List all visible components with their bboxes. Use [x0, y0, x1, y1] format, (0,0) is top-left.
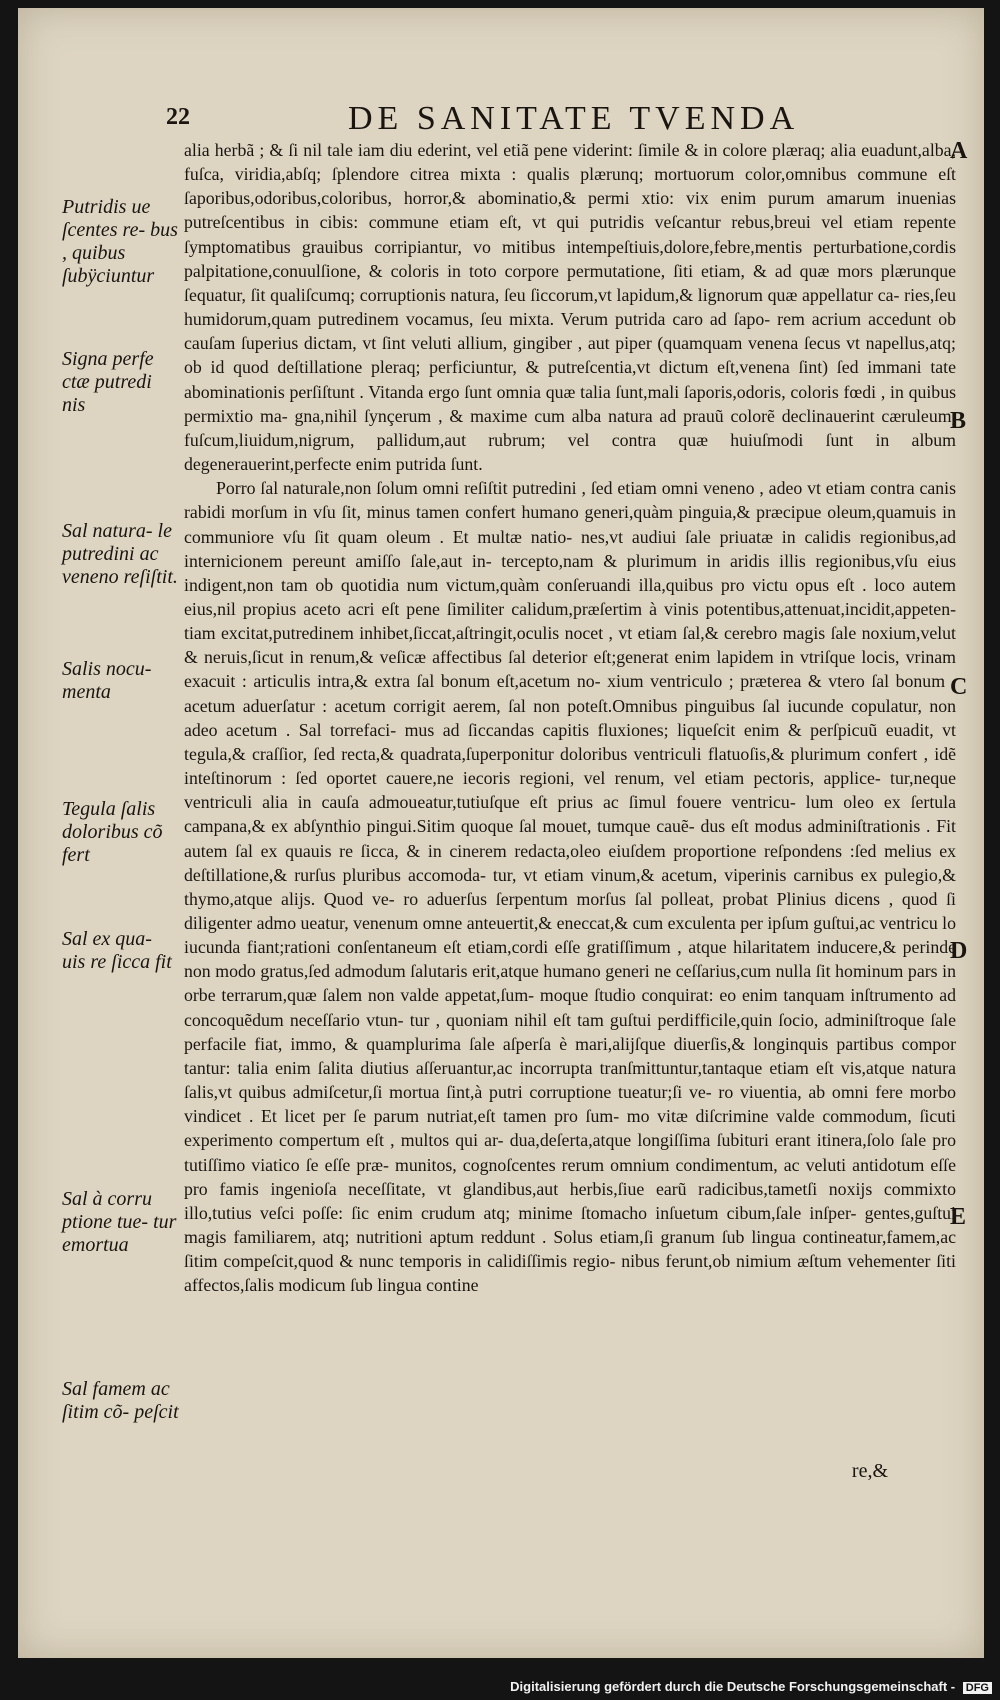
margin-note-tegula: Tegula ſalis doloribus cõ fert — [62, 798, 163, 866]
margin-note-putridis: Putridis ue ſcentes re- bus , quibus ſubÿciuntur — [62, 196, 178, 287]
footer-text: Digitalisierung gefördert durch die Deutsche Forschungsgemeinschaft - — [510, 1679, 956, 1694]
margin-note-sal-naturale: Sal natura- le putredini ac veneno reſiſtit. — [62, 520, 178, 588]
catchword: re,& — [851, 1460, 888, 1482]
section-letter-d: D — [950, 938, 968, 964]
page-header — [18, 100, 984, 140]
margin-note-sal-corruptione: Sal à corru ptione tue- tur emortua — [62, 1188, 177, 1256]
section-letter-b: B — [950, 408, 967, 434]
running-title: DE SANITATE TVENDA — [348, 100, 800, 137]
paragraph: alia herbã ; & ſi nil tale iam diu ederint, vel etiã pene viderint: ſimile & in colore plæraq; alia euadunt,alba, fuſca, viridia,abſq; ſplendore citrea mixta : qualis plærunq; mortuorum color,omnibus commune eſt ſaporibus,odoribus,coloribus, horror,& abominatio,& permi xtio: vix enim purum amarum inuenias putreſcentibus in cibis: commune etiam eſt, vt qui putridis veſcantur rebus,breui vel etiam repente ſymptomatibus grauibus corripiantur, vo mitibus intempeſtiuis,dolore,febre,mentis perturbatione,cordis palpitatione,conuulſione, & coloris in toto corpore permutatione, ſiti etiam, & ad quæ mors plærunque ſequatur, ſit qualiſcumq; corruptionis natura, ſeu ſiccorum,vt lapidum,& lignorum quæ appellatur ca- ries,ſeu humidorum,quam putredinem vocamus, ſeu mixta. Verum putrida caro ad ſapo- rem acrium accedunt ob cauſam ſuperius dictam, vt ſint veluti allium, gingiber , aut piper (quamquam venena ſecus vt napellus,atq; ob id quod deſtillatione pleraq; perficiuntur, & putreſcentia,vt dictum eſt,venena ſint) ſed immani tate abominationis perſiſtunt . Vitanda ergo ſunt omnia quæ talia ſunt,mali ſaporis,odoris, coloris fœdi , in quibus permixtio ma- gna,nihil ſynçerum , & maxime cum alba natura ad prauũ colorẽ declinauerint cæruleum, fuſcum,liuidum,nigrum, pallidum,aut rubrum; vel contra quæ huiuſmodi ſunt in album degenerauerint,perfecte enim putrida ſunt. — [184, 140, 956, 475]
margin-note-sal-famem: Sal famem ac ſitim cõ- peſcit — [62, 1378, 179, 1423]
page-number: 22 — [166, 104, 190, 130]
body-text — [184, 138, 956, 1298]
margin-note-signa: Signa perfe ctæ putredi nis — [62, 348, 154, 416]
margin-note-salis-nocumenta: Salis nocu- menta — [62, 658, 152, 703]
section-letter-e: E — [950, 1204, 967, 1230]
margin-note-sal-ex-re-sicca: Sal ex qua- uis re ſicca fit — [62, 928, 172, 973]
dfg-logo: DFG — [963, 1682, 992, 1694]
section-letter-c: C — [950, 674, 968, 700]
paragraph: Porro ſal naturale,non ſolum omni reſiſtit putredini , ſed etiam omni veneno , adeo vt etiam contra canis rabidi morſum in vſu ſit, minus tamen confert humano generi,quàm pinguia,& præcipue oleum,quamuis in communiore vſu ſit quam oleum . Et multæ natio- nes,vt audiui ſale priuatæ in calidis regionibus,ad internicionem pereunt amiſſo ſale,aut in- tercepto,nam & plurimum in aridis illis regionibus,vſu eius indigent,non tam ob quotidia num victum,quàm conſeruandi illa,quibus pro victu opus eſt . loco autem eius,nil propius aceto acri eſt pene ſimiliter calidum,præſertim à vinis potentibus,attenuat,incidit,appeten- tiam excitat,putredinem inhibet,ſiccat,aſtringit,oculis nocet , vt etiam ſal,& cerebro magis ſale noxium,velut & neruis,ſicut in renum,& veſicæ affectibus ſal deterior eſt;generat enim lapidem in vtriſque locis, vrinam exacuit : articulis intra,& extra ſal bonum eſt,acetum no- xium ventriculo ; præterea & vtero ſal bonum , acetum aduerſatur : acetum corrigit aerem, ſal non poteſt.Omnibus pinguibus ſal iucunde copulatur, non adeo acetum . Sal torrefaci- mus ad ſiccandas capitis fluxiones; liqueſcit enim & perſpicuũ euadit, vt tegula,& craſſior, ſed recta,& quadrata,ſuperponitur doloribus ventriculi flatuoſis,& plurimum confert , idẽ inteſtinorum : ſed oportet cauere,ne iecoris regioni, vel renum, vel etiam pectoris, applice- tur,neque ventriculi alia in cauſa admoueatur,tutiuſque eſt prius ac ſimul fouere ventricu- lum oleo ex ſertula campana,& ex abſynthio pingui.Sitim quoque ſal mouet, tumque cauẽ- dus eſt modus adminiſtrationis . Fit autem ſal ex quauis re ſicca, & in cinerem redacta,oleo eiuſdem proportione reſpondens :ſed melius ex deſtillatione,& rurſus pluribus accomoda- tur, vt etiam vinum,& acetum, viperinis carnibus ex pulegio,& thymo,atque alijs. Quod ve- ro aduerſus ſerpentum morſus ſal polleat, probat Plinius dicens , quod ſi diligenter admo ueatur, venenum omne anteuertit,& eneccat,& cum exculenta per ipſum guſtui,ac ventricu lo iucunda fiant;rationi conſentaneum eſt etiam,cordi eſſe gratiſſimum , atque hilaritatem inducere,& perinde non modo gratus,ſed admodum ſalutaris erit,atque humano generi ne ceſſarius,cum nulla ſit hominum pars in orbe terrarum,quæ ſalem non valde appetat,ſum- moque ſtudio conquirat: eo enim tanquam inſtrumento ad concoquẽdum neceſſario vtun- tur , quoniam nihil eſt tam guſtui perdifficile,quin ſocio, adminiſtroque ſale perfacile fiat, immo, & quamplurima ſale aſperſa è mari,alijſque diuerſis,& longinquis partibus compor tantur: talia enim ſalita diutius aſſeruantur,ac incorrupta tranſmittuntur,tantaque etiam eſt vis,atque natura ſalis,vt quibus admiſcetur,ſi mortua ſint,à putri corruptione tueatur;ſi ve- ro viuentia, ab omni fere morbo vindicet . Et licet per ſe parum nutriat,eſt tamen pro ſum- mo vitæ diſcrimine valde commodum, ſicuti experimento compertum eſt , multos qui ar- dua,deſerta,atque longiſſima ſubituri erant itinera,ſolo ſale pro tutiſſimo viatico ſe eſſe præ- munitos, cognoſcentes rerum omnium condimentum, ac veluti antidotum eſſe pro famis ingenioſa neceſſitate, vt glandibus,aut herbis,ſiue earũ radicibus,tametſi noxijs commixto illo,tutius veſci poſſe: ſic enim crudum atq; minime ſtomacho inſuetum cibum,ſale inſper- gentes,guſtui magis familiarem, atq; nutritioni aptum reddunt . Solus etiam,ſi granum ſub lingua contineatur,famem,ac ſitim compeſcit,quod & nunc temporis in calidiſſimis regio- nibus ferunt,ob nimium æſtum vehementer ſiti affectos,ſalis modicum ſub lingua contine — [184, 478, 956, 1296]
digitization-footer — [510, 1679, 992, 1694]
section-letter-a: A — [950, 138, 968, 164]
book-page — [18, 8, 984, 1658]
